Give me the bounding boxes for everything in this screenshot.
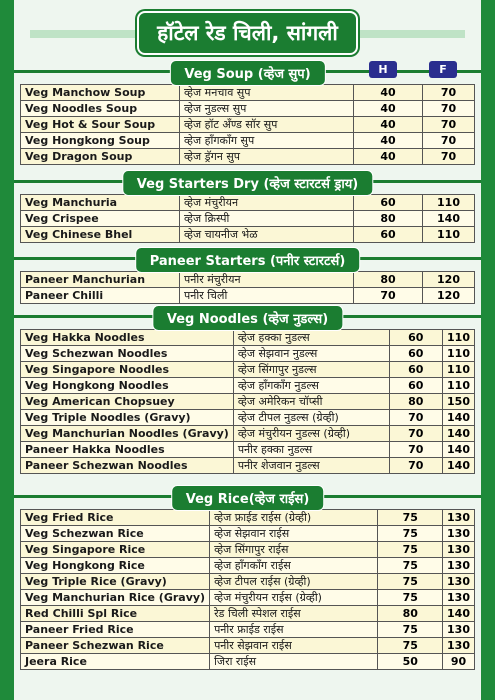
half-price-header: H bbox=[369, 61, 397, 78]
item-name-marathi: व्हेज मंचुरीयन bbox=[180, 195, 354, 211]
section-header bbox=[20, 170, 475, 192]
menu-item-row bbox=[21, 346, 475, 362]
menu-item-row bbox=[21, 133, 475, 149]
full-price: 150 bbox=[443, 394, 475, 410]
item-name-marathi: व्हेज हॉट अँण्ड सॉर सुप bbox=[180, 117, 354, 133]
half-price: 75 bbox=[378, 622, 443, 638]
half-price: 80 bbox=[389, 394, 443, 410]
menu-section bbox=[20, 485, 475, 670]
full-price: 130 bbox=[443, 510, 475, 526]
menu-table bbox=[20, 509, 475, 670]
section-header bbox=[20, 305, 475, 327]
item-name-marathi: रेड चिली स्पेशल राईस bbox=[210, 606, 378, 622]
item-name-english: Veg Hakka Noodles bbox=[21, 330, 234, 346]
menu-item-row bbox=[21, 426, 475, 442]
half-price: 70 bbox=[389, 458, 443, 474]
full-price: 110 bbox=[443, 378, 475, 394]
half-price: 70 bbox=[389, 410, 443, 426]
item-name-marathi: व्हेज क्रिस्पी bbox=[180, 211, 354, 227]
section-title: Veg Soup (व्हेज सुप) bbox=[169, 60, 325, 86]
full-price: 70 bbox=[423, 101, 475, 117]
menu-section bbox=[20, 305, 475, 474]
item-name-marathi: पनीर हक्का नुडल्स bbox=[233, 442, 389, 458]
half-price: 75 bbox=[378, 526, 443, 542]
menu-item-row bbox=[21, 330, 475, 346]
menu-table bbox=[20, 194, 475, 243]
menu-item-row bbox=[21, 101, 475, 117]
half-price: 60 bbox=[389, 362, 443, 378]
half-price: 75 bbox=[378, 542, 443, 558]
item-name-marathi: व्हेज मंचुरीयन राईस (ग्रेव्ही) bbox=[210, 590, 378, 606]
full-price: 130 bbox=[443, 542, 475, 558]
item-name-marathi: व्हेज सेझवान नुडल्स bbox=[233, 346, 389, 362]
full-price: 140 bbox=[443, 458, 475, 474]
item-name-english: Veg Hongkong Soup bbox=[21, 133, 180, 149]
menu-item-row bbox=[21, 394, 475, 410]
menu-table bbox=[20, 271, 475, 304]
item-name-english: Paneer Schezwan Noodles bbox=[21, 458, 234, 474]
item-name-english: Veg Manchurian Rice (Gravy) bbox=[21, 590, 210, 606]
half-price: 70 bbox=[354, 288, 423, 304]
half-price: 80 bbox=[354, 211, 423, 227]
menu-item-row bbox=[21, 590, 475, 606]
item-name-english: Paneer Chilli bbox=[21, 288, 180, 304]
item-name-marathi: पनीर चिली bbox=[180, 288, 354, 304]
item-name-marathi: व्हेज सिंगापुर नुडल्स bbox=[233, 362, 389, 378]
item-name-marathi: व्हेज हक्का नुडल्स bbox=[233, 330, 389, 346]
item-name-english: Veg Fried Rice bbox=[21, 510, 210, 526]
half-price: 60 bbox=[389, 330, 443, 346]
item-name-marathi: व्हेज मंचुरीयन नुडल्स (ग्रेव्ही) bbox=[233, 426, 389, 442]
item-name-marathi: व्हेज हॉंगकॉंग राईस bbox=[210, 558, 378, 574]
half-price: 40 bbox=[354, 85, 423, 101]
restaurant-title: हॉटेल रेड चिली, सांगली bbox=[137, 11, 358, 55]
full-price: 130 bbox=[443, 590, 475, 606]
half-price: 60 bbox=[389, 378, 443, 394]
full-price: 140 bbox=[443, 606, 475, 622]
menu-item-row bbox=[21, 227, 475, 243]
full-price: 110 bbox=[423, 195, 475, 211]
item-name-english: Paneer Fried Rice bbox=[21, 622, 210, 638]
title-area bbox=[0, 10, 495, 56]
half-price: 75 bbox=[378, 590, 443, 606]
item-name-marathi: पनीर मंचुरीयन bbox=[180, 272, 354, 288]
menu-item-row bbox=[21, 378, 475, 394]
half-price: 60 bbox=[354, 195, 423, 211]
menu-item-row bbox=[21, 288, 475, 304]
item-name-english: Veg Noodles Soup bbox=[21, 101, 180, 117]
item-name-english: Veg Singapore Noodles bbox=[21, 362, 234, 378]
item-name-marathi: व्हेज अमेरिकन चॉप्सी bbox=[233, 394, 389, 410]
item-name-english: Veg Schezwan Rice bbox=[21, 526, 210, 542]
half-price: 60 bbox=[389, 346, 443, 362]
full-price: 130 bbox=[443, 574, 475, 590]
item-name-english: Veg Schezwan Noodles bbox=[21, 346, 234, 362]
half-price: 75 bbox=[378, 558, 443, 574]
full-price: 70 bbox=[423, 149, 475, 165]
menu-item-row bbox=[21, 442, 475, 458]
item-name-marathi: व्हेज हॉंगकॉंग सुप bbox=[180, 133, 354, 149]
full-price: 140 bbox=[443, 442, 475, 458]
section-title: Veg Noodles (व्हेज नुडल्स) bbox=[152, 305, 343, 331]
half-price: 40 bbox=[354, 149, 423, 165]
half-price: 40 bbox=[354, 133, 423, 149]
menu-item-row bbox=[21, 211, 475, 227]
item-name-english: Veg Triple Rice (Gravy) bbox=[21, 574, 210, 590]
item-name-marathi: व्हेज चायनीज भेळ bbox=[180, 227, 354, 243]
item-name-english: Veg Singapore Rice bbox=[21, 542, 210, 558]
item-name-english: Veg Manchurian Noodles (Gravy) bbox=[21, 426, 234, 442]
half-price: 80 bbox=[378, 606, 443, 622]
menu-item-row bbox=[21, 458, 475, 474]
full-price: 130 bbox=[443, 638, 475, 654]
full-price: 130 bbox=[443, 526, 475, 542]
item-name-marathi: व्हेज सेझवान राईस bbox=[210, 526, 378, 542]
menu-item-row bbox=[21, 410, 475, 426]
item-name-marathi: व्हेज टीपल राईस (ग्रेव्ही) bbox=[210, 574, 378, 590]
section-title: Paneer Starters (पनीर स्टारटर्स) bbox=[135, 247, 361, 273]
item-name-english: Veg Chinese Bhel bbox=[21, 227, 180, 243]
full-price: 120 bbox=[423, 272, 475, 288]
half-price: 40 bbox=[354, 117, 423, 133]
menu-item-row bbox=[21, 622, 475, 638]
menu-item-row bbox=[21, 510, 475, 526]
item-name-english: Veg Hongkong Noodles bbox=[21, 378, 234, 394]
menu-item-row bbox=[21, 149, 475, 165]
item-name-marathi: व्हेज ड्रॅगन सुप bbox=[180, 149, 354, 165]
half-price: 75 bbox=[378, 638, 443, 654]
full-price: 140 bbox=[443, 410, 475, 426]
item-name-english: Veg Hongkong Rice bbox=[21, 558, 210, 574]
menu-item-row bbox=[21, 195, 475, 211]
item-name-marathi: व्हेज नुडल्स सुप bbox=[180, 101, 354, 117]
half-price: 40 bbox=[354, 101, 423, 117]
item-name-marathi: व्हेज फ्राईड राईस (ग्रेव्ही) bbox=[210, 510, 378, 526]
menu-item-row bbox=[21, 574, 475, 590]
section-title: Veg Rice(व्हेज राईस) bbox=[171, 485, 325, 511]
item-name-marathi: पनीर शेजवान नुडल्स bbox=[233, 458, 389, 474]
full-price: 140 bbox=[423, 211, 475, 227]
item-name-marathi: पनीर फ्राईड राईस bbox=[210, 622, 378, 638]
menu-item-row bbox=[21, 638, 475, 654]
item-name-marathi: व्हेज हॉंगकॉंग नुडल्स bbox=[233, 378, 389, 394]
section-header bbox=[20, 60, 475, 82]
menu-table bbox=[20, 329, 475, 474]
section-header bbox=[20, 485, 475, 507]
full-price: 130 bbox=[443, 558, 475, 574]
half-price: 70 bbox=[389, 426, 443, 442]
menu-item-row bbox=[21, 654, 475, 670]
menu-section bbox=[20, 170, 475, 243]
item-name-english: Veg Hot & Sour Soup bbox=[21, 117, 180, 133]
full-price: 140 bbox=[443, 426, 475, 442]
half-price: 75 bbox=[378, 574, 443, 590]
item-name-english: Jeera Rice bbox=[21, 654, 210, 670]
item-name-english: Veg Crispee bbox=[21, 211, 180, 227]
menu-item-row bbox=[21, 362, 475, 378]
item-name-english: Veg American Chopsuey bbox=[21, 394, 234, 410]
half-price: 80 bbox=[354, 272, 423, 288]
menu-item-row bbox=[21, 85, 475, 101]
full-price: 70 bbox=[423, 117, 475, 133]
menu-item-row bbox=[21, 117, 475, 133]
item-name-marathi: व्हेज टीपल नुडल्स (ग्रेव्ही) bbox=[233, 410, 389, 426]
section-header bbox=[20, 247, 475, 269]
item-name-english: Paneer Schezwan Rice bbox=[21, 638, 210, 654]
item-name-marathi: पनीर सेझवान राईस bbox=[210, 638, 378, 654]
half-price: 75 bbox=[378, 510, 443, 526]
menu-item-row bbox=[21, 606, 475, 622]
item-name-english: Veg Manchuria bbox=[21, 195, 180, 211]
item-name-english: Veg Dragon Soup bbox=[21, 149, 180, 165]
full-price: 110 bbox=[443, 346, 475, 362]
half-price: 50 bbox=[378, 654, 443, 670]
half-price: 70 bbox=[389, 442, 443, 458]
full-price: 110 bbox=[423, 227, 475, 243]
full-price: 130 bbox=[443, 622, 475, 638]
full-price: 120 bbox=[423, 288, 475, 304]
menu-section bbox=[20, 60, 475, 165]
item-name-marathi: जिरा राईस bbox=[210, 654, 378, 670]
menu-item-row bbox=[21, 526, 475, 542]
item-name-english: Paneer Manchurian bbox=[21, 272, 180, 288]
full-price: 70 bbox=[423, 133, 475, 149]
item-name-english: Veg Triple Noodles (Gravy) bbox=[21, 410, 234, 426]
item-name-english: Veg Manchow Soup bbox=[21, 85, 180, 101]
half-price: 60 bbox=[354, 227, 423, 243]
full-price: 90 bbox=[443, 654, 475, 670]
item-name-marathi: व्हेज सिंगापुर राईस bbox=[210, 542, 378, 558]
item-name-english: Red Chilli Spl Rice bbox=[21, 606, 210, 622]
item-name-english: Paneer Hakka Noodles bbox=[21, 442, 234, 458]
menu-item-row bbox=[21, 272, 475, 288]
full-price-header: F bbox=[429, 61, 457, 78]
menu-table bbox=[20, 84, 475, 165]
item-name-marathi: व्हेज मनचाव सुप bbox=[180, 85, 354, 101]
menu-item-row bbox=[21, 558, 475, 574]
menu-section bbox=[20, 247, 475, 304]
menu-item-row bbox=[21, 542, 475, 558]
full-price: 110 bbox=[443, 330, 475, 346]
section-title: Veg Starters Dry (व्हेज स्टारटर्स ड्राय) bbox=[122, 170, 373, 196]
full-price: 70 bbox=[423, 85, 475, 101]
full-price: 110 bbox=[443, 362, 475, 378]
